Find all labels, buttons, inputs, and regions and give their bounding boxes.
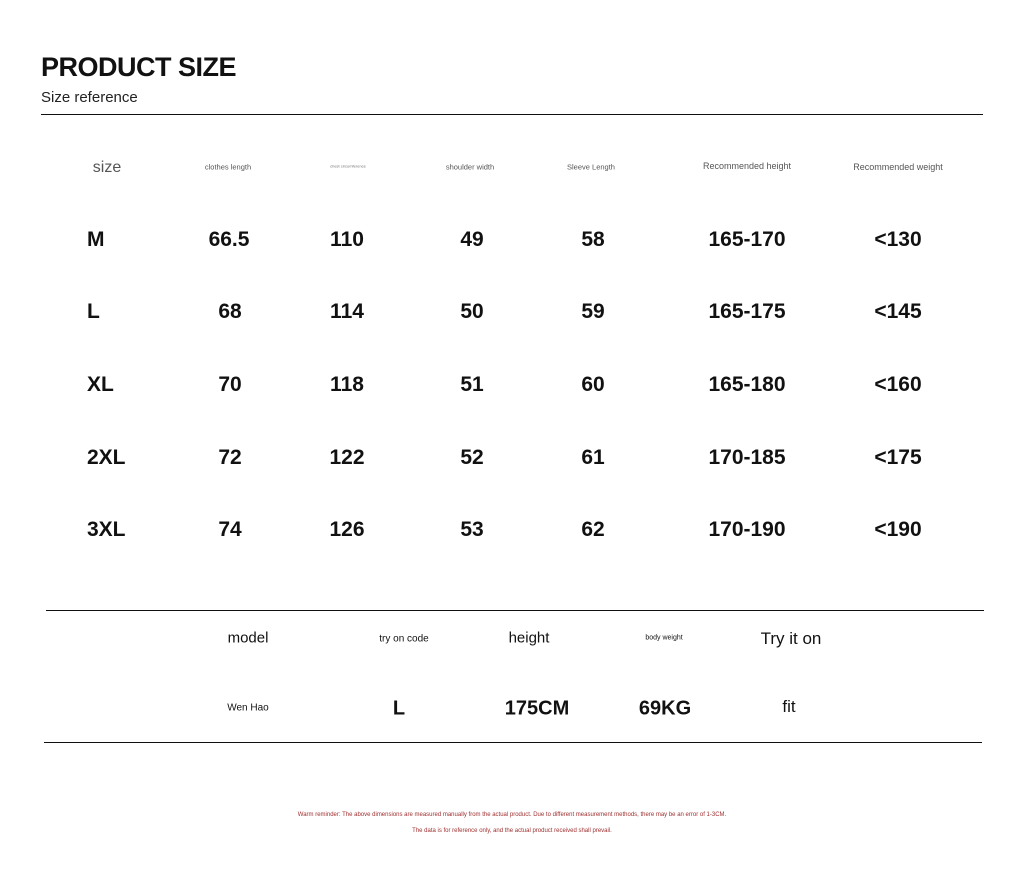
cell-rec-height: 165-180 <box>708 373 786 396</box>
cell-shoulder: 50 <box>460 300 484 323</box>
reference-note: The data is for reference only, and the actual product received shall prevail. <box>412 828 612 834</box>
col-header-clothes-length: clothes length <box>204 162 252 172</box>
page-subtitle: Size reference <box>41 89 138 106</box>
cell-rec-weight: <190 <box>874 518 922 541</box>
model-name: Wen Hao <box>227 702 269 714</box>
cell-sleeve: 59 <box>581 300 605 323</box>
divider-bottom <box>44 742 982 743</box>
cell-rec-weight: <175 <box>874 446 922 469</box>
cell-clothes-length: 66.5 <box>208 228 250 251</box>
size-label: 2XL <box>87 446 126 469</box>
try-it-on-value: fit <box>782 697 796 716</box>
cell-rec-height: 165-175 <box>708 300 786 323</box>
divider-top <box>41 114 983 115</box>
cell-chest: 118 <box>330 373 364 396</box>
height-value: 175CM <box>504 697 570 720</box>
size-label: XL <box>87 373 114 396</box>
col-header-rec-height: Recommended height <box>702 161 792 171</box>
try-on-code-value: L <box>392 697 406 720</box>
size-label: L <box>87 300 100 323</box>
model-label: model <box>227 629 269 647</box>
height-label: height <box>508 629 550 647</box>
body-weight-label: body weight <box>645 634 683 642</box>
cell-clothes-length: 68 <box>218 300 242 323</box>
cell-chest: 126 <box>329 518 365 541</box>
cell-chest: 122 <box>329 446 365 469</box>
divider-middle <box>46 610 984 611</box>
cell-rec-height: 170-190 <box>708 518 786 541</box>
page-title: PRODUCT SIZE <box>41 52 237 82</box>
try-on-code-label: try on code <box>379 633 429 645</box>
cell-sleeve: 60 <box>581 373 605 396</box>
cell-sleeve: 61 <box>581 446 605 469</box>
cell-shoulder: 53 <box>460 518 484 541</box>
col-header-shoulder-width: shoulder width <box>445 162 495 172</box>
size-label: M <box>87 228 105 251</box>
cell-rec-height: 170-185 <box>708 446 786 469</box>
cell-shoulder: 52 <box>460 446 484 469</box>
cell-chest: 114 <box>330 300 364 323</box>
col-header-sleeve-length: Sleeve Length <box>567 162 615 172</box>
cell-rec-weight: <130 <box>874 228 922 251</box>
cell-sleeve: 58 <box>581 228 605 251</box>
cell-shoulder: 51 <box>460 373 484 396</box>
body-weight-value: 69KG <box>638 697 692 720</box>
col-header-size: size <box>92 159 122 176</box>
col-header-rec-weight: Recommended weight <box>853 162 943 172</box>
cell-clothes-length: 70 <box>218 373 242 396</box>
cell-chest: 110 <box>330 228 364 251</box>
cell-clothes-length: 72 <box>218 446 242 469</box>
cell-rec-height: 165-170 <box>708 228 786 251</box>
size-label: 3XL <box>87 518 126 541</box>
warm-reminder-note: Warm reminder: The above dimensions are measured manually from the actual product. Due to different measurement methods, there may be an error of 1-3CM. <box>297 812 727 818</box>
cell-shoulder: 49 <box>460 228 484 251</box>
col-header-chest: chest circumference <box>330 163 366 169</box>
cell-sleeve: 62 <box>581 518 605 541</box>
cell-rec-weight: <145 <box>874 300 922 323</box>
cell-clothes-length: 74 <box>218 518 242 541</box>
cell-rec-weight: <160 <box>874 373 922 396</box>
try-it-on-label: Try it on <box>760 629 822 648</box>
